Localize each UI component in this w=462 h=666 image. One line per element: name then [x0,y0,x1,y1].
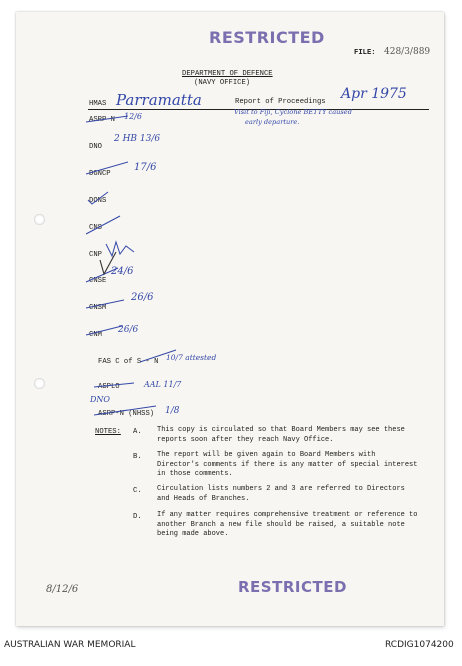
notes-label: NOTES: [95,428,121,436]
note-text-b: The report will be given again to Board Members with Director's comments if there is any matter of special interest in those comments. [157,451,418,479]
routing-label-fas: FAS C of S - N [98,358,159,366]
department-title: DEPARTMENT OF DEFENCE [182,70,273,78]
routing-label-dons: DONS [89,197,107,205]
note-text-c: Circulation lists numbers 2 and 3 are referred to Directors and Heads of Branches. [157,485,405,503]
punch-hole-top [34,214,45,225]
routing-label-asplo: ASPLO [98,383,120,391]
note-letter-d: D. [133,513,142,521]
routing-annotation-asrp-n-nhss: 1/8 [165,406,180,416]
report-note-line1: Visit to Fiji, Cyclone BETTY caused [234,108,352,116]
hmas-label: HMAS [89,100,107,108]
report-label: Report of Proceedings [235,98,326,106]
footer-archive-name: AUSTRALIAN WAR MEMORIAL [4,640,136,650]
routing-annotation-cnsm: 26/6 [131,292,154,303]
footer-record-id: RCDIG1074200 [385,640,454,650]
routing-label-dgncp: DGNCP [89,170,111,178]
file-label: FILE: [354,49,376,57]
routing-label-cnsm: CNSM [89,304,107,312]
routing-annotation-fas: 10/7 attested [166,353,217,362]
restricted-stamp-top: RESTRICTED [209,28,325,47]
routing-annotation-asplo: AAL 11/7 [144,380,182,389]
routing-annotation-cnm: 26/6 [118,325,139,335]
bottom-initial: 8/12/6 [46,584,79,595]
dno-handwritten: DNO [90,395,110,404]
document-page [16,12,444,626]
routing-label-asrp-n: ASRP-N [89,116,115,124]
routing-annotation-cnse: 24/6 [111,266,134,277]
report-date: Apr 1975 [341,86,407,102]
routing-label-asrp-n-nhss: ASRP-N (NHSS) [98,410,155,418]
file-number: 428/3/889 [384,47,431,57]
scribble-cnp [106,242,134,256]
routing-label-cns: CNS [89,224,102,232]
routing-annotation-dgncp: 17/6 [134,162,157,173]
note-letter-c: C. [133,487,142,495]
routing-label-cnp: CNP [89,251,102,259]
routing-label-cnse: CNSE [89,277,107,285]
routing-annotation-dno: 2 HB 13/6 [114,134,161,144]
punch-hole-bottom [34,378,45,389]
note-letter-a: A. [133,428,142,436]
note-text-a: This copy is circulated so that Board Members may see these reports soon after they reach Navy Office. [157,426,405,444]
ship-name: Parramatta [116,91,202,109]
department-subtitle: (NAVY OFFICE) [194,79,251,87]
routing-label-dno: DNO [89,143,102,151]
note-text-d: If any matter requires comprehensive treatment or reference to another Branch a new file should be raised, a suitable note being made above. [157,511,418,539]
note-letter-b: B. [133,453,142,461]
routing-annotation-asrp-n: 12/6 [124,112,142,121]
restricted-stamp-bottom: RESTRICTED [238,578,347,596]
report-note-line2: early departure. [245,118,300,126]
routing-label-cnm: CNM [89,331,102,339]
